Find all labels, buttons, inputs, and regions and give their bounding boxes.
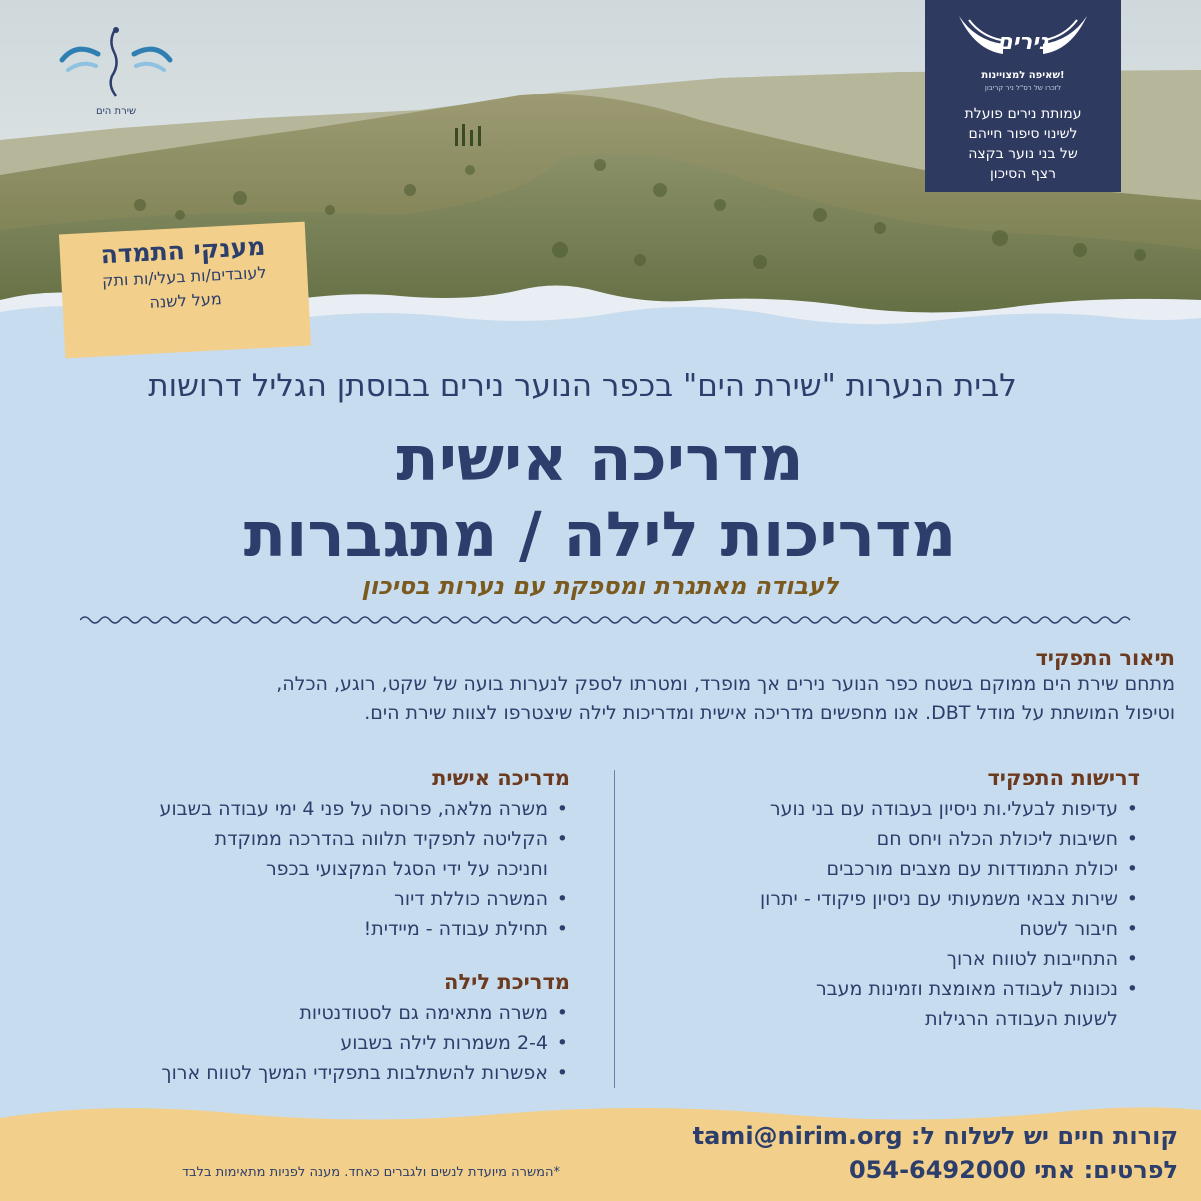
- details-contact-line: [560, 1156, 1178, 1184]
- list-item: • המשרה כוללת דיור: [60, 884, 570, 914]
- badge-line-1: לעובדים/ות בעלי/ות ותק: [101, 262, 267, 291]
- list-item: • משרה מתאימה גם לסטודנטיות: [60, 998, 570, 1028]
- nirim-logo-box: [925, 0, 1121, 192]
- list-item: • חיבור לשטח: [640, 914, 1140, 944]
- subtitle: לעבודה מאתגרת ומספקת עם נערות בסיכון: [361, 572, 839, 600]
- personal-guide-title: מדריכה אישית: [432, 766, 570, 790]
- requirements-section: [640, 766, 1140, 1034]
- list-item: • אפשרות להשתלבות בתפקידי המשך לטווח ארוך: [60, 1058, 570, 1088]
- role-description-line-1: מתחם שירת הים ממוקם בשטח כפר הנוער נירים אך מופרד, ומטרתו לספק לנערות בועה של שקט, רוגע, הכלה,: [276, 673, 1175, 695]
- mission-line: של בני נוער בקצה: [968, 146, 1078, 162]
- shirat-hayam-logo-caption: שירת הים: [95, 106, 137, 117]
- cv-contact-line: [560, 1122, 1178, 1150]
- mission-line: רצף הסיכון: [989, 166, 1056, 182]
- retention-bonus-badge: [59, 222, 311, 359]
- column-divider: [614, 770, 615, 1088]
- requirements-list: [640, 794, 1140, 1034]
- personal-guide-section: [60, 766, 570, 944]
- phone-number[interactable]: 054-6492000: [848, 1156, 1026, 1184]
- main-heading-line-2: מדריכות לילה / מתגברות: [243, 498, 957, 571]
- list-item-continuation: וחניכה על ידי הסגל המקצועי בכפר: [265, 858, 548, 880]
- list-item: • עדיפות לבעלי.ות ניסיון בעבודה עם בני נוער: [640, 794, 1140, 824]
- shirat-hayam-logo: [56, 20, 176, 120]
- intro-text: לבית הנערות "שירת הים" בכפר הנוער נירים בבוסתן הגליל דרושות: [148, 368, 1017, 404]
- badge-line-2: מעל לשנה: [148, 289, 223, 312]
- main-heading-line-1: מדריכה אישית: [396, 422, 804, 495]
- list-item: • חשיבות ליכולת הכלה ויחס חם: [640, 824, 1140, 854]
- equal-opportunity-note: *המשרה מיועדת לנשים ולגברים כאחד. מענה לפניות מתאימות בלבד: [181, 1165, 560, 1180]
- wavy-divider: [80, 612, 1140, 628]
- nirim-mission-text: [937, 104, 1109, 184]
- role-description-section: [70, 646, 1175, 727]
- list-item: • התחייבות לטווח ארוך: [640, 944, 1140, 974]
- details-label: לפרטים: אתי: [1034, 1156, 1178, 1184]
- night-guide-section: [60, 970, 570, 1088]
- list-item: • 2-4 משמרות לילה בשבוע: [60, 1028, 570, 1058]
- list-item: • נכונות לעבודה מאומצת וזמינות מעבר: [640, 974, 1140, 1004]
- email-link[interactable]: tami@nirim.org: [692, 1122, 903, 1150]
- night-guide-title: מדריכת לילה: [444, 970, 570, 994]
- shirat-hayam-emblem-icon: [56, 20, 176, 100]
- list-item: • משרה מלאה, פרוסה על פני 4 ימי עבודה בשבוע: [60, 794, 570, 824]
- nirim-tagline-small: לזכרו של רס"ל ניר קריבון: [984, 84, 1062, 92]
- nirim-brand: נירים: [997, 30, 1049, 55]
- mission-line: לשינוי סיפור חייהם: [968, 126, 1078, 142]
- role-description-title: תיאור התפקיד: [1035, 646, 1175, 670]
- badge-title: מענקי התמדה: [99, 231, 266, 270]
- list-item: • תחילת עבודה - מיידית!: [60, 914, 570, 944]
- personal-guide-list: [60, 794, 570, 944]
- night-guide-list: [60, 998, 570, 1088]
- requirements-title: דרישות התפקיד: [987, 766, 1140, 790]
- nirim-tagline: שאיפה למצויינות!: [981, 70, 1065, 81]
- list-item: • שירות צבאי משמעותי עם ניסיון פיקודי - יתרון: [640, 884, 1140, 914]
- role-description-line-2: וטיפול המושתת על מודל DBT. אנו מחפשים מדריכה אישית ומדריכות לילה שיצטרפו לצוות שירת הים.: [364, 701, 1175, 724]
- list-item: • יכולת התמודדות עם מצבים מורכבים: [640, 854, 1140, 884]
- list-item-continuation: לשעות העבודה הרגילות: [925, 1008, 1118, 1030]
- cv-label: קורות חיים יש לשלוח ל:: [910, 1122, 1178, 1150]
- list-item: • הקליטה לתפקיד תלווה בהדרכה ממוקדת: [60, 824, 570, 854]
- mission-line: עמותת נירים פועלת: [964, 106, 1082, 122]
